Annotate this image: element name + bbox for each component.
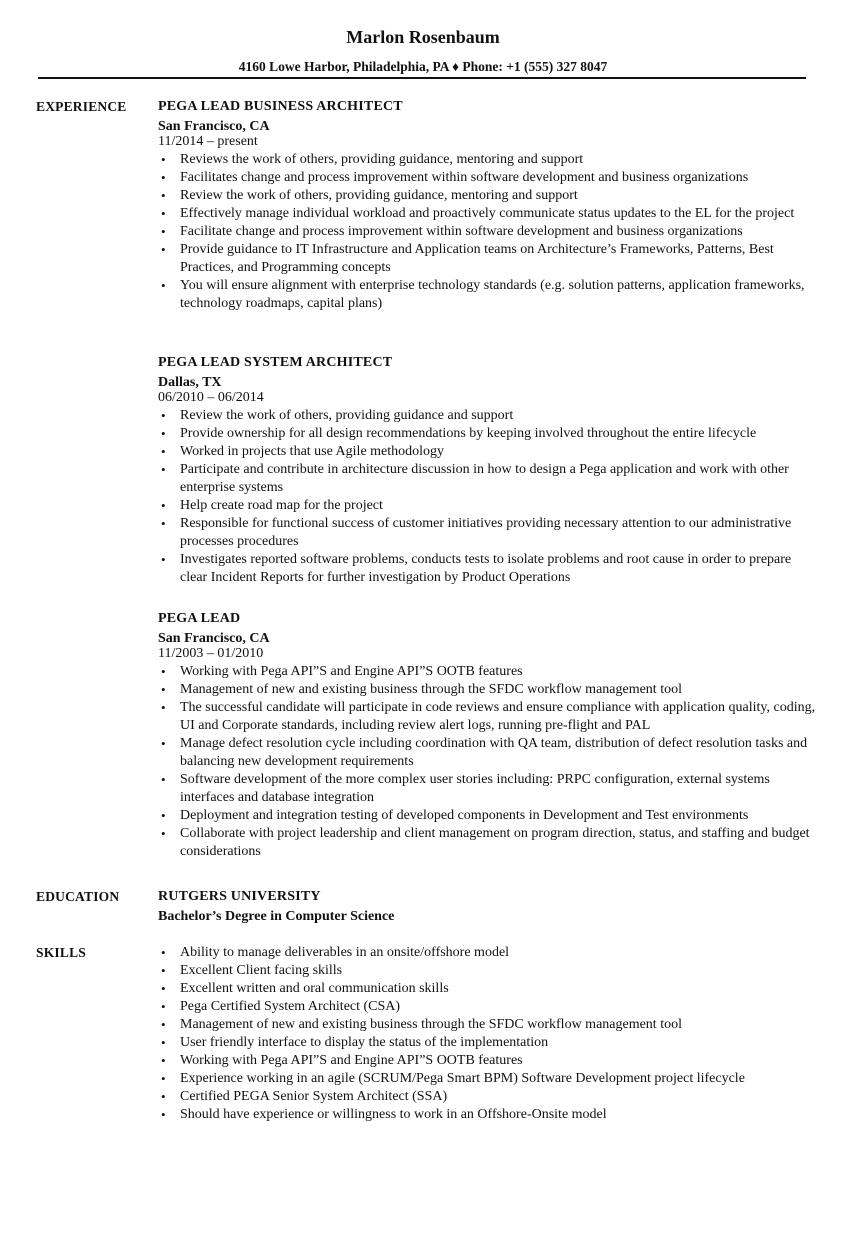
candidate-name: Marlon Rosenbaum — [346, 27, 500, 47]
list-item: • Collaborate with project leadership and client management on program direction, status, and staffing and budget considerations — [158, 825, 818, 861]
list-item: • Management of new and existing business through the SFDC workflow management tool — [158, 1016, 818, 1034]
list-item: • Certified PEGA Senior System Architect (SSA) — [158, 1088, 818, 1106]
experience-heading: EXPERIENCE — [36, 99, 127, 114]
list-item: • Deployment and integration testing of developed components in Development and Test environments — [158, 807, 818, 825]
education-entry — [158, 888, 818, 924]
list-item: • Worked in projects that use Agile methodology — [158, 443, 818, 461]
skills-entry — [158, 944, 818, 1124]
list-item: • Excellent written and oral communication skills — [158, 980, 818, 998]
list-item: • User friendly interface to display the status of the implementation — [158, 1034, 818, 1052]
list-item: • Investigates reported software problems, conducts tests to isolate problems and root cause in order to prepare clear Incident Reports for further investigation by Product Operations — [158, 551, 818, 587]
skills-heading: SKILLS — [36, 945, 86, 960]
list-item: • Review the work of others, providing guidance and support — [158, 407, 818, 425]
list-item: • Software development of the more complex user stories including: PRPC configuration, external systems interfaces and database integration — [158, 771, 818, 807]
list-item: • Manage defect resolution cycle including coordination with QA team, distribution of defect resolution tasks and balancing new development requirements — [158, 735, 818, 771]
job-bullets — [158, 151, 818, 313]
contact-line: 4160 Lowe Harbor, Philadelphia, PA ♦ Phone: +1 (555) 327 8047 — [238, 59, 608, 74]
education-heading: EDUCATION — [36, 889, 120, 904]
list-item: • Should have experience or willingness to work in an Offshore-Onsite model — [158, 1106, 818, 1124]
list-item: • Pega Certified System Architect (CSA) — [158, 998, 818, 1016]
list-item: • Help create road map for the project — [158, 497, 818, 515]
job-title: PEGA LEAD SYSTEM ARCHITECT — [158, 355, 393, 370]
job-title: PEGA LEAD — [158, 611, 241, 626]
job-entry — [158, 98, 818, 313]
job-location: Dallas, TX — [158, 375, 222, 390]
list-item: • Management of new and existing business through the SFDC workflow management tool — [158, 681, 818, 699]
list-item: • Provide ownership for all design recommendations by keeping involved throughout the entire lifecycle — [158, 425, 818, 443]
list-item: • Effectively manage individual workload and proactively communicate status updates to the EL for the project — [158, 205, 818, 223]
job-entry — [158, 610, 818, 861]
skills-list — [158, 944, 818, 1124]
school-name: RUTGERS UNIVERSITY — [158, 889, 321, 904]
job-dates: 06/2010 – 06/2014 — [158, 390, 264, 405]
list-item: • Ability to manage deliverables in an onsite/offshore model — [158, 944, 818, 962]
list-item: • Excellent Client facing skills — [158, 962, 818, 980]
job-location: San Francisco, CA — [158, 631, 270, 646]
job-bullets — [158, 407, 818, 587]
list-item: • Working with Pega API”S and Engine API”S OOTB features — [158, 1052, 818, 1070]
list-item: • The successful candidate will participate in code reviews and ensure compliance with application quality, coding, UI and Corporate standards, including review alert logs, running pre-flight and PAL — [158, 699, 818, 735]
list-item: • Provide guidance to IT Infrastructure and Application teams on Architecture’s Frameworks, Patterns, Best Practices, and Programming concepts — [158, 241, 818, 277]
job-dates: 11/2014 – present — [158, 134, 258, 149]
list-item: • You will ensure alignment with enterprise technology standards (e.g. solution patterns, application frameworks, technology roadmaps, capital plans) — [158, 277, 818, 313]
list-item: • Reviews the work of others, providing guidance, mentoring and support — [158, 151, 818, 169]
list-item: • Review the work of others, providing guidance, mentoring and support — [158, 187, 818, 205]
list-item: • Facilitate change and process improvement within software development and business organizations — [158, 223, 818, 241]
list-item: • Participate and contribute in architecture discussion in how to design a Pega application and work with other enterprise systems — [158, 461, 818, 497]
job-entry — [158, 354, 818, 587]
list-item: • Working with Pega API”S and Engine API”S OOTB features — [158, 663, 818, 681]
list-item: • Experience working in an agile (SCRUM/Pega Smart BPM) Software Development project lifecycle — [158, 1070, 818, 1088]
job-location: San Francisco, CA — [158, 119, 270, 134]
job-dates: 11/2003 – 01/2010 — [158, 646, 264, 661]
list-item: • Responsible for functional success of customer initiatives providing necessary attention to our administrative processes procedures — [158, 515, 818, 551]
degree: Bachelor’s Degree in Computer Science — [158, 909, 395, 924]
job-title: PEGA LEAD BUSINESS ARCHITECT — [158, 99, 403, 114]
list-item: • Facilitates change and process improvement within software development and business organizations — [158, 169, 818, 187]
job-bullets — [158, 663, 818, 861]
header-divider — [38, 77, 806, 79]
